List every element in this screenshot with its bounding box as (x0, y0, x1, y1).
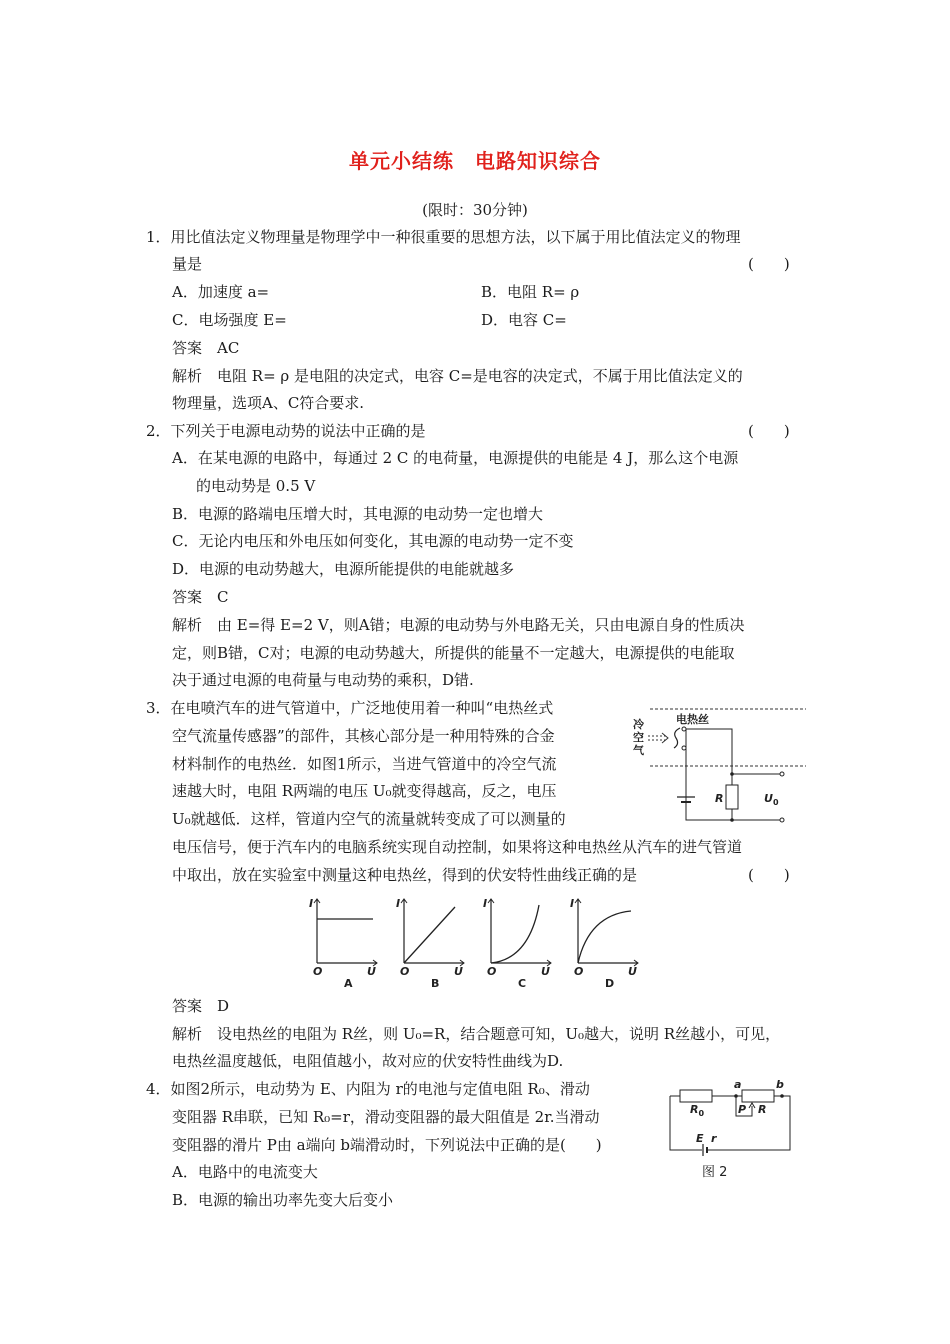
svg-text:I: I (396, 897, 401, 910)
q3-answer: 答案 D (172, 997, 230, 1015)
q4-line1: 4．如图2所示，电动势为 E、内阻为 r的电池与定值电阻 R₀、滑动 (146, 1080, 590, 1098)
q3-line6: 电压信号，便于汽车内的电脑系统实现自动控制，如果将这种电热丝从汽车的进气管道 (172, 838, 743, 856)
q4-label-e: E (696, 1132, 704, 1145)
q1-stem-line1: 1．用比值法定义物理量是物理学中一种很重要的思想方法，以下属于用比值法定义的物理 (146, 228, 741, 246)
graph-d (570, 897, 638, 989)
q4-label-internal-r: r (711, 1132, 717, 1145)
q1-stem-line2: 量是 (172, 255, 203, 273)
q2-option-a-line1: A．在某电源的电路中，每通过 2 C 的电荷量，电源提供的电能是 4 J，那么这个电源 (172, 449, 739, 467)
q2-option-d: D．电源的电动势越大，电源所能提供的电能就越多 (172, 560, 515, 578)
time-limit: (限时：30分钟) (422, 201, 528, 219)
q4-label-a: a (734, 1078, 742, 1091)
svg-text:O: O (313, 965, 323, 978)
q4-label-b: b (776, 1078, 784, 1091)
graph-c (483, 897, 551, 989)
q2-option-a-line2: 的电动势是 0.5 V (196, 477, 316, 495)
q1-option-d: D．电容 C= (481, 311, 567, 329)
q1-option-c: C．电场强度 E= (172, 311, 287, 329)
q2-analysis-line2: 定，则B错，C对；电源的电动势越大，所提供的能量不一定越大，电源提供的电能取 (172, 644, 735, 662)
q1-analysis-line1: 解析 电阻 R= ρ 是电阻的决定式，电容 C=是电容的决定式，不属于用比值法定义的 (172, 367, 743, 385)
q1-bracket: ( ) (748, 255, 790, 273)
graph-a (309, 897, 377, 989)
q3-line3: 材料制作的电热丝．如图1所示，当进气管道中的冷空气流 (172, 755, 557, 773)
q2-stem: 2．下列关于电源电动势的说法中正确的是 (146, 422, 426, 440)
svg-text:U: U (454, 965, 463, 978)
q2-answer: 答案 C (172, 588, 229, 606)
q3-bracket: ( ) (748, 866, 790, 884)
svg-text:O: O (574, 965, 584, 978)
svg-text:B: B (431, 977, 440, 989)
q2-analysis-line3: 决于通过电源的电荷量与电动势的乘积，D错. (172, 671, 474, 689)
q2-option-c: C．无论内电压和外电压如何变化，其电源的电动势一定不变 (172, 532, 574, 550)
q3-line2: 空气流量传感器”的部件，其核心部分是一种用特殊的合金 (172, 727, 555, 745)
q3-line7: 中取出，放在实验室中测量这种电热丝，得到的伏安特性曲线正确的是 (172, 866, 638, 884)
q3-label-u0: $U_0$ (764, 792, 779, 807)
graph-b (396, 897, 464, 989)
svg-text:I: I (309, 897, 314, 910)
q3-line5: U₀就越低．这样，管道内空气的流量就转变成了可以测量的 (172, 810, 566, 828)
svg-text:U: U (628, 965, 637, 978)
q1-answer: 答案 AC (172, 339, 240, 357)
q4-option-a: A．电路中的电流变大 (172, 1163, 318, 1181)
q3-analysis-line2: 电热丝温度越低，电阻值越小，故对应的伏安特性曲线为D. (172, 1052, 564, 1070)
q2-analysis-line1: 解析 由 E=得 E=2 V，则A错；电源的电动势与外电路无关，只由电源自身的性质决 (172, 616, 745, 634)
svg-text:O: O (487, 965, 497, 978)
q3-label-air: 冷空气 (633, 718, 644, 757)
q3-line4: 速越大时，电阻 R两端的电压 U₀就变得越高，反之，电压 (172, 782, 557, 800)
page-title: 单元小结练 电路知识综合 (349, 149, 601, 173)
q4-line2: 变阻器 R串联，已知 R₀=r，滑动变阻器的最大阻值是 2r.当滑动 (172, 1108, 600, 1126)
svg-text:I: I (570, 897, 575, 910)
q4-label-r: R (758, 1103, 767, 1116)
q4-label-p: P (738, 1103, 747, 1116)
q4-circuit-figure (660, 1076, 800, 1184)
q3-circuit-figure (628, 702, 808, 832)
q3-label-r: R (715, 792, 724, 805)
svg-text:O: O (400, 965, 410, 978)
q4-option-b: B．电源的输出功率先变大后变小 (172, 1191, 394, 1209)
svg-text:A: A (344, 977, 353, 989)
svg-text:D: D (605, 977, 615, 989)
svg-text:U: U (541, 965, 550, 978)
q3-graphs (305, 893, 645, 989)
q3-label-wire: 电热丝 (676, 713, 709, 726)
q4-figure-caption: 图 2 (702, 1165, 728, 1180)
q4-label-r0: $R_0$ (690, 1103, 705, 1118)
svg-text:C: C (518, 977, 527, 989)
svg-text:U: U (367, 965, 376, 978)
svg-text:I: I (483, 897, 488, 910)
q4-line3: 变阻器的滑片 P由 a端向 b端滑动时，下列说法中正确的是( ) (172, 1136, 602, 1154)
q2-option-b: B．电源的路端电压增大时，其电源的电动势一定也增大 (172, 505, 544, 523)
q1-option-b: B．电阻 R= ρ (481, 283, 580, 301)
q3-analysis-line1: 解析 设电热丝的电阻为 R丝，则 U₀=R，结合题意可知，U₀越大，说明 R丝越小，可见， (172, 1025, 781, 1043)
q3-line1: 3．在电喷汽车的进气管道中，广泛地使用着一种叫“电热丝式 (146, 699, 554, 717)
q2-bracket: ( ) (748, 422, 790, 440)
q1-analysis-line2: 物理量，选项A、C符合要求. (172, 394, 365, 412)
q1-option-a: A．加速度 a= (172, 283, 270, 301)
